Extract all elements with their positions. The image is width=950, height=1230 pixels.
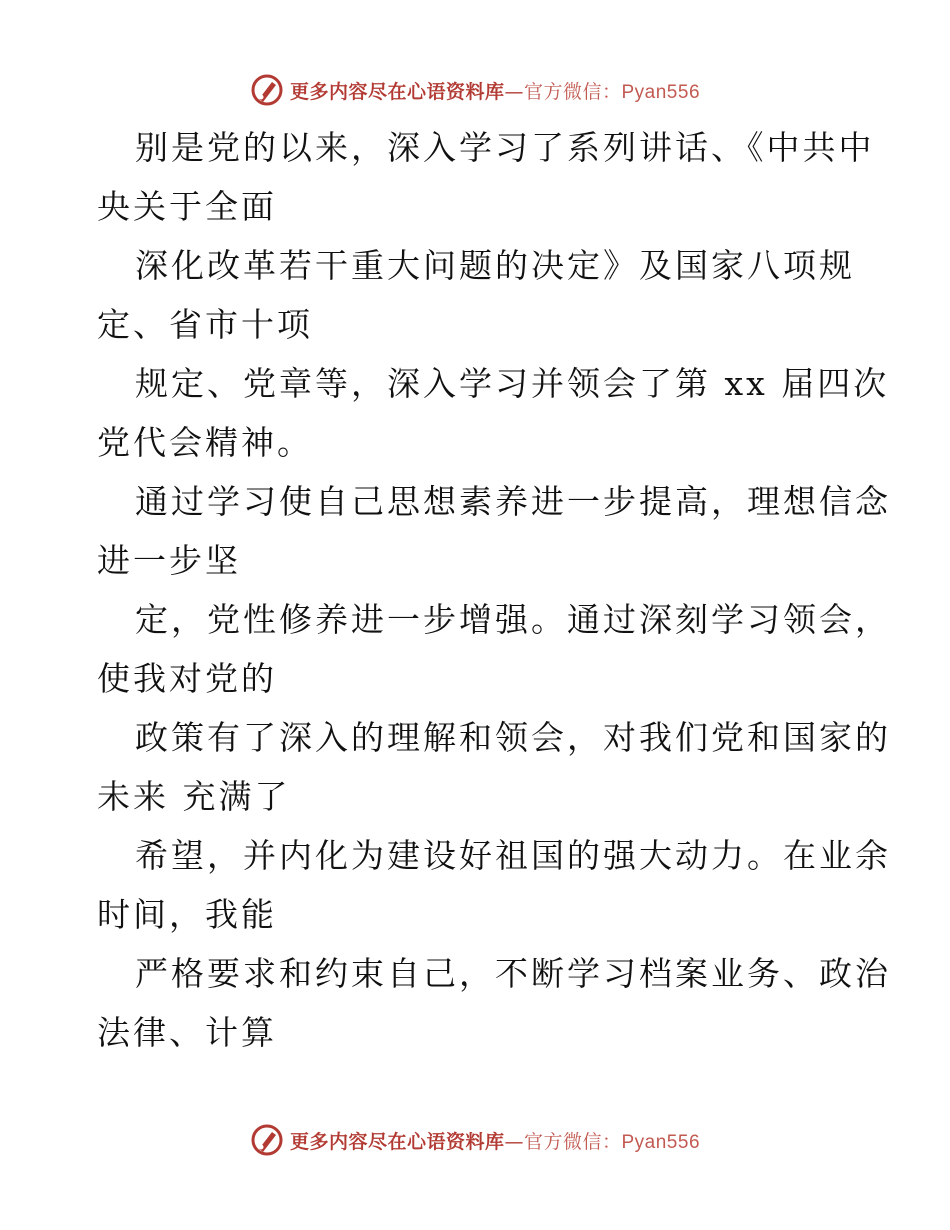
footer-dash: — xyxy=(504,1130,524,1153)
pen-logo-icon xyxy=(250,73,284,107)
body-line: 别是党的以来，深入学习了系列讲话、《中共中 xyxy=(135,128,875,167)
body-line: 希望，并内化为建设好祖国的强大动力。在业余 xyxy=(135,836,891,875)
header-site-name: 更多内容尽在心语资料库 xyxy=(289,80,505,103)
body-line: 未来 充满了 xyxy=(97,777,291,816)
body-line: 法律、计算 xyxy=(97,1013,277,1052)
body-line: 通过学习使自己思想素养进一步提高，理想信念 xyxy=(135,482,891,521)
body-line: 央关于全面 xyxy=(97,187,277,226)
body-line: 进一步坚 xyxy=(97,541,241,580)
body-line: 规定、党章等，深入学习并领会了第 xx 届四次 xyxy=(135,364,890,403)
header-dash: — xyxy=(504,80,524,103)
body-line: 严格要求和约束自己，不断学习档案业务、政治 xyxy=(135,954,891,993)
body-line: 党代会精神。 xyxy=(97,423,313,462)
footer-banner xyxy=(0,1120,950,1160)
body-line: 使我对党的 xyxy=(97,659,277,698)
footer-wechat-id: Pyan556 xyxy=(621,1131,701,1153)
footer-site-name: 更多内容尽在心语资料库 xyxy=(289,1130,505,1153)
footer-text xyxy=(290,1127,700,1154)
body-line: 深化改革若干重大问题的决定》及国家八项规 xyxy=(135,246,855,285)
header-banner xyxy=(0,70,950,110)
footer-wechat-label: 官方微信： xyxy=(523,1130,622,1153)
body-line: 定、省市十项 xyxy=(97,305,313,344)
document-body xyxy=(97,118,891,1062)
body-line: 政策有了深入的理解和领会，对我们党和国家的 xyxy=(135,718,891,757)
body-line: 定，党性修养进一步增强。通过深刻学习领会， xyxy=(135,600,891,639)
pen-logo-icon xyxy=(250,1123,284,1157)
header-text xyxy=(290,77,700,104)
header-wechat-id: Pyan556 xyxy=(621,81,701,103)
body-line: 时间，我能 xyxy=(97,895,277,934)
header-wechat-label: 官方微信： xyxy=(523,80,622,103)
